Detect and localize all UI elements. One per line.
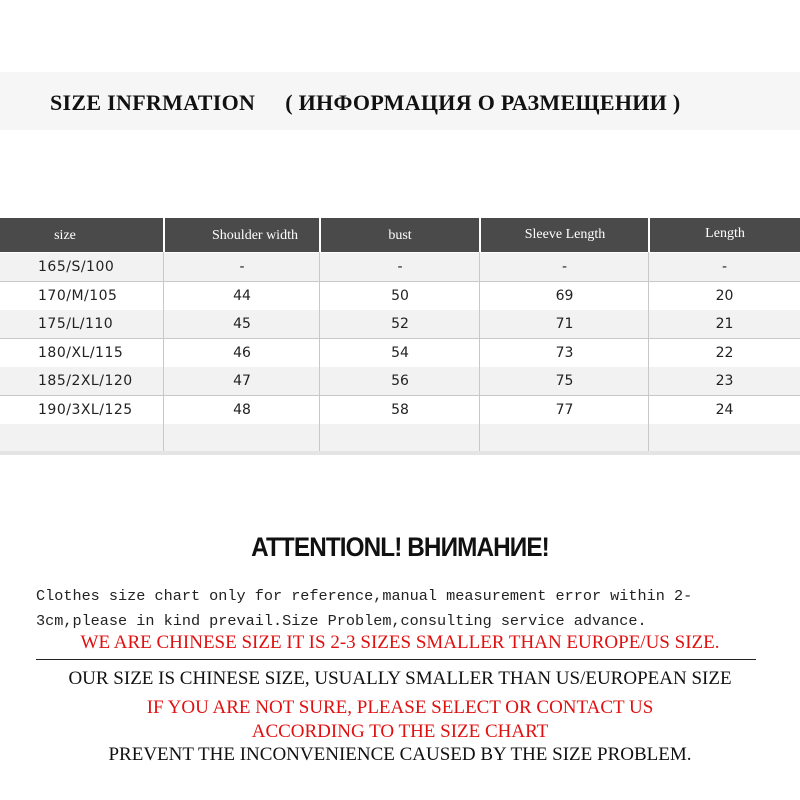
measurement-cell: 46 <box>233 344 251 361</box>
chinese-size-notice: OUR SIZE IS CHINESE SIZE, USUALLY SMALLER THAN US/EUROPEAN SIZE <box>68 668 732 689</box>
measurement-note: Clothes size chart only for reference,manual measurement error within 2-3cm,please in kind prevail.Size Problem,consulting service advance. <box>36 587 693 630</box>
measurement-cell: 75 <box>555 373 574 389</box>
measurement-cell: 58 <box>391 401 409 418</box>
size-cell: 185/2XL/120 <box>38 373 133 389</box>
size-cell: 180/XL/115 <box>38 344 124 361</box>
size-cell: 170/M/105 <box>38 287 118 304</box>
contact-notice <box>0 696 800 744</box>
attention-heading: ATTENTIONL! ВНИМАНИЕ! <box>251 532 549 562</box>
contact-notice-line-2: ACCORDING TO THE SIZE CHART <box>251 721 549 742</box>
inconvenience-notice: PREVENT THE INCONVENIENCE CAUSED BY THE SIZE PROBLEM. <box>108 744 692 765</box>
size-cell: 190/3XL/125 <box>38 401 133 418</box>
table-row <box>0 424 800 453</box>
measurement-cell: 52 <box>391 316 409 332</box>
header-length: Length <box>705 226 745 241</box>
header-bust: bust <box>388 228 412 243</box>
page-title <box>50 90 681 116</box>
measurement-cell <box>164 424 320 452</box>
title-english: SIZE INFRMATION <box>50 90 256 115</box>
measurement-cell <box>320 424 480 452</box>
measurement-cell <box>480 424 649 452</box>
measurement-cell: 22 <box>715 344 734 361</box>
header-size: size <box>54 228 76 243</box>
measurement-cell <box>649 424 800 452</box>
measurement-cell: 77 <box>555 401 574 418</box>
measurement-cell: 56 <box>391 373 409 389</box>
contact-notice-line-1: IF YOU ARE NOT SURE, PLEASE SELECT OR CONTACT US <box>146 697 654 718</box>
size-cell <box>0 424 163 452</box>
chinese-size-warning: WE ARE CHINESE SIZE IT IS 2-3 SIZES SMALLER THAN EUROPE/US SIZE. <box>80 632 720 653</box>
header-divider <box>479 218 481 252</box>
measurement-cell: 50 <box>391 287 409 304</box>
measurement-cell: 21 <box>715 316 734 332</box>
measurement-cell: - <box>561 259 568 275</box>
size-cell: 165/S/100 <box>38 259 115 275</box>
header-divider <box>319 218 321 252</box>
measurement-cell: 24 <box>715 401 734 418</box>
measurement-cell: 71 <box>555 316 574 332</box>
measurement-cell: 54 <box>391 344 409 361</box>
column-divider <box>479 252 480 452</box>
table-bottom-border <box>0 451 800 455</box>
table-row <box>0 282 800 311</box>
measurement-cell: 48 <box>233 401 251 418</box>
measurement-cell: 44 <box>233 287 251 304</box>
table-row <box>0 253 800 282</box>
measurement-cell: 23 <box>715 373 734 389</box>
measurement-cell: - <box>239 259 245 275</box>
measurement-cell: 45 <box>233 316 251 332</box>
measurement-cell: 73 <box>555 344 574 361</box>
column-divider <box>163 252 164 452</box>
column-divider <box>319 252 320 452</box>
table-row <box>0 367 800 396</box>
table-row <box>0 310 800 339</box>
divider-line <box>36 659 756 660</box>
measurement-cell: 20 <box>715 287 734 304</box>
table-row <box>0 396 800 425</box>
table-row <box>0 339 800 368</box>
measurement-cell: 47 <box>233 373 251 389</box>
column-divider <box>648 252 649 452</box>
header-shoulder-width: Shoulder width <box>212 228 298 243</box>
measurement-cell: 69 <box>555 287 574 304</box>
measurement-cell: - <box>397 259 403 275</box>
title-russian: ( ИНФОРМАЦИЯ О РАЗМЕЩЕНИИ ) <box>285 90 681 115</box>
header-divider <box>648 218 650 252</box>
measurement-cell: - <box>721 259 728 275</box>
header-divider <box>163 218 165 252</box>
header-sleeve-length: Sleeve Length <box>524 227 606 242</box>
size-cell: 175/L/110 <box>38 316 114 332</box>
